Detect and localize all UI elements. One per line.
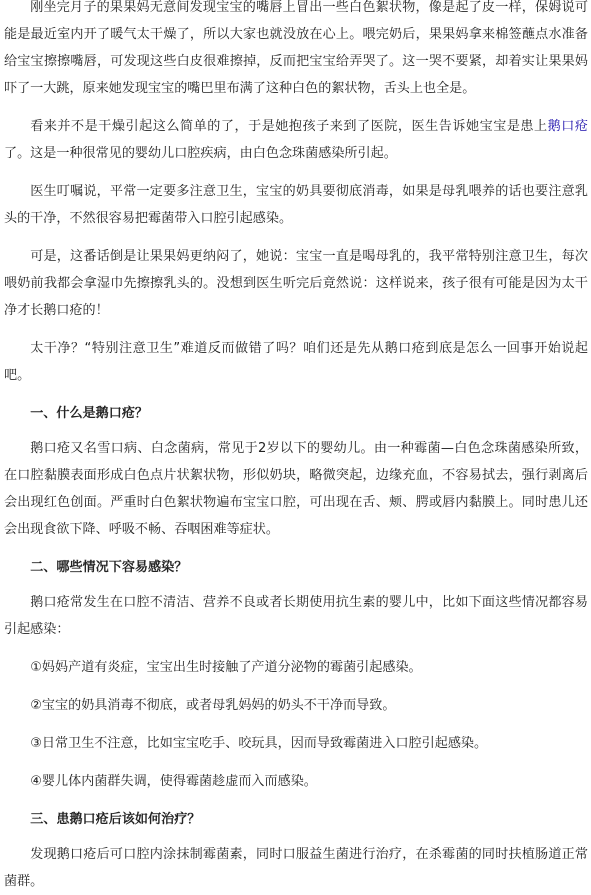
paragraph-definition: 鹅口疮又名雪口病、白念菌病，常见于2岁以下的婴幼儿。由一种霉菌—白色念珠菌感染所致，在口腔黏膜表面形成白色点片状絮状物，形似奶块，略微突起，边缘充血，不容易拭去，强行剥离后会出现红色创面。严重时白色絮状物遍布宝宝口腔，可出现在舌、颊、腭或唇内黏膜上。同时患儿还会出现食欲下降、呼吸不畅、吞咽困难等症状。 bbox=[4, 441, 588, 537]
paragraph-transition: 太干净？“特别注意卫生”难道反而做错了吗？咱们还是先从鹅口疮到底是怎么一回事开始说起吧。 bbox=[4, 341, 588, 383]
paragraph-diagnosis-text-after: 了。这是一种很常见的婴幼儿口腔疾病，由白色念珠菌感染所引起。 bbox=[4, 146, 397, 161]
paragraph-intro: 刚坐完月子的果果妈无意间发现宝宝的嘴唇上冒出一些白色絮状物，像是起了皮一样，保姆说可能是最近室内开了暖气太干燥了，所以大家也就没放在心上。喂完奶后，果果妈拿来棉签蘸点水准备给宝宝擦擦嘴唇，可发现这些白皮很难擦掉，反而把宝宝给弄哭了。这一哭不要紧，却着实让果果妈吓了一大跳，原来她发现宝宝的嘴巴里布满了这种白色的絮状物，舌头上也全是。 bbox=[4, 0, 588, 96]
paragraph-mother-question: 可是，这番话倒是让果果妈更纳闷了，她说：宝宝一直是喝母乳的，我平常特别注意卫生，每次喂奶前我都会拿湿巾先擦擦乳头的。没想到医生听完后竟然说：这样说来，孩子很有可能是因为太干净才长鹅口疮的！ bbox=[4, 249, 588, 318]
paragraph-doctor-advice: 医生叮嘱说，平常一定要多注意卫生，宝宝的奶具要彻底消毒，如果是母乳喂养的话也要注意乳头的干净，不然很容易把霉菌带入口腔引起感染。 bbox=[4, 184, 588, 226]
section-heading-treatment: 三、患鹅口疮后该如何治疗？ bbox=[30, 812, 201, 827]
list-item-cause-3: ③日常卫生不注意，比如宝宝吃手、咬玩具，因而导致霉菌进入口腔引起感染。 bbox=[30, 736, 488, 751]
list-item-cause-2: ②宝宝的奶具消毒不彻底，或者母乳妈妈的奶头不干净而导致。 bbox=[30, 698, 396, 713]
section-heading-what-is: 一、什么是鹅口疮？ bbox=[30, 406, 149, 421]
list-item-cause-4: ④婴儿体内菌群失调，使得霉菌趁虚而入而感染。 bbox=[30, 774, 317, 789]
paragraph-diagnosis-text-before: 看来并不是干燥引起这么简单的了，于是她抱孩子来到了医院，医生告诉她宝宝是患上 bbox=[30, 119, 548, 134]
list-item-cause-1: ①妈妈产道有炎症，宝宝出生时接触了产道分泌物的霉菌引起感染。 bbox=[30, 660, 422, 675]
keyword-link-thrush[interactable]: 鹅口疮 bbox=[547, 119, 589, 134]
paragraph-treatment: 发现鹅口疮后可口腔内涂抹制霉菌素，同时口服益生菌进行治疗，在杀霉菌的同时扶植肠道正常菌群。 bbox=[4, 847, 588, 889]
paragraph-causes-intro: 鹅口疮常发生在口腔不清洁、营养不良或者长期使用抗生素的婴儿中，比如下面这些情况都容易引起感染： bbox=[4, 595, 588, 637]
section-heading-causes: 二、哪些情况下容易感染？ bbox=[30, 560, 188, 575]
paragraph-diagnosis bbox=[4, 113, 588, 167]
